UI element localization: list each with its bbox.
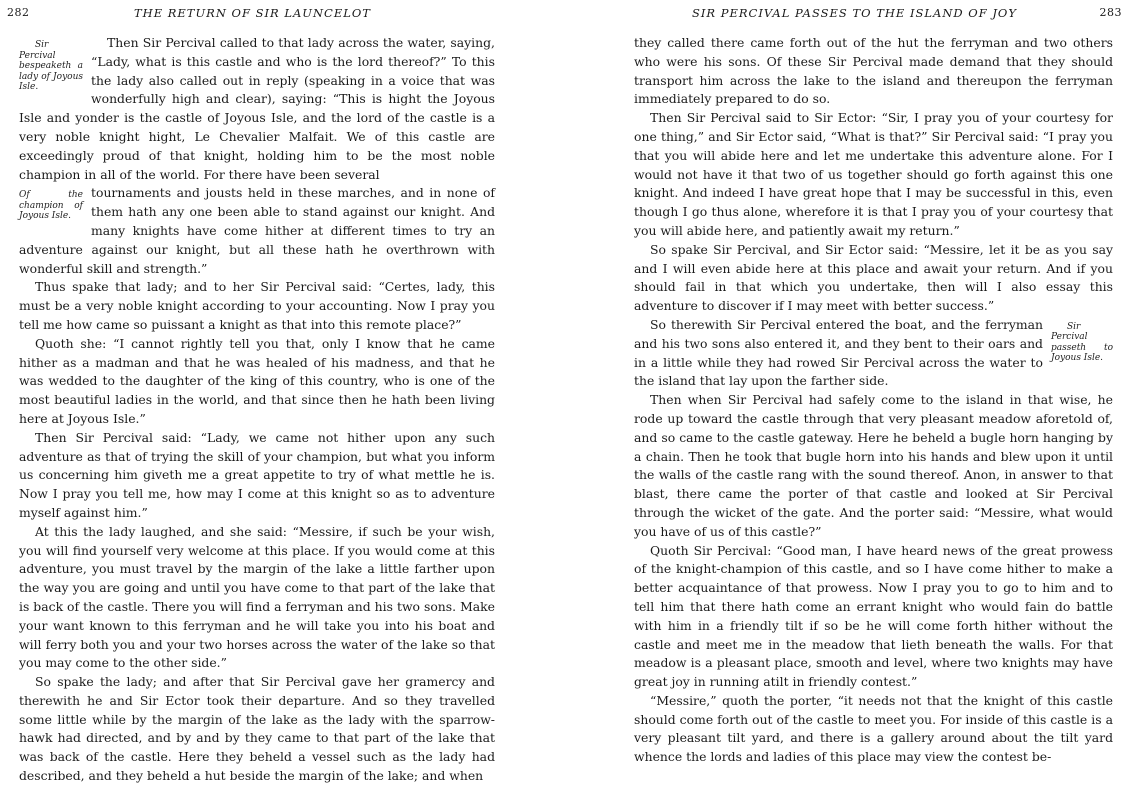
paragraph: Quoth she: “I cannot rightly tell you that, only I know that he came hither as a madman and that he was healed of his madness, and that he was wedded to the daughter of the king of this country, who is one of the most beautiful ladies in the world, and that since then he hath been living here at Joyous Isle.” xyxy=(19,335,495,426)
paragraph xyxy=(19,34,495,184)
left-page xyxy=(0,0,520,784)
paragraph: Then Sir Percival said: “Lady, we came not hither upon any such adventure as that of trying the skill of your champion, but what you inform us concerning him giveth me a great appetite to try of what mettle he is. Now I pray you tell me, how may I come at this knight so as to adventure myself against him.” xyxy=(19,429,495,520)
paragraph-text: Then Sir Percival called to that lady across the water, saying, “Lady, what is this castle and who is the lord thereof?” To this the lady also called out in reply (speaking in a voice that was wonderfully high and clear), saying: “This is hight the Joyous Isle and yonder is the castle of Joyous Isle, and the lord of the castle is a very noble knight hight, Le Chevalier Malfait. We of this castle are exceedingly proud of that knight, holding him to be the most noble champion in all of the world. For there have been several xyxy=(19,35,495,182)
paragraph: Then when Sir Percival had safely come to the island in that wise, he rode up toward the castle through that very pleasant meadow aforetold of, and so came to the castle gateway. Here he beheld a bugle horn hanging by a chain. Then he took that bugle horn into his hands and blew upon it until the walls of the castle rang with the sound thereof. Anon, in answer to that blast, there came the porter of that castle and looked at Sir Percival through the wicket of the gate. And the porter said: “Messire, what would you have of us of this castle?” xyxy=(634,392,1113,539)
paragraph xyxy=(634,316,1113,391)
marginal-gloss: Sir Percival passeth to Joyous Isle. xyxy=(1051,321,1113,364)
right-running-head: SIR PERCIVAL PASSES TO THE ISLAND OF JOY xyxy=(692,6,1017,20)
paragraph: “Messire,” quoth the porter, “it needs not that the knight of this castle should come forth out of the castle to meet you. For inside of this castle is a very pleasant tilt yard, and there is a gallery around about the tilt yard whence the lords and ladies of this place may view the contest be- xyxy=(634,692,1113,765)
paragraph xyxy=(19,184,495,278)
right-page-number: 283 xyxy=(1099,6,1122,19)
paragraph: they called there came forth out of the hut the ferryman and two others who were his sons. Of these Sir Percival made demand that they should transport him across the lake to the island and thereupon the ferryman immediately prepared to do so. xyxy=(634,35,1113,107)
left-page-header xyxy=(0,6,520,22)
paragraph: At this the lady laughed, and she said: “Messire, if such be your wish, you will find yourself very welcome at this place. If you would come at this adventure, you must travel by the margin of the lake a little farther upon the way you are going and until you have come to that part of the lake that is back of the castle. There you will find a ferryman and his two sons. Make your want known to this ferryman and he will take you into his boat and will ferry both you and your two horses across the water of the lake so that you may come to the other side.” xyxy=(19,523,495,671)
paragraph: Thus spake that lady; and to her Sir Percival said: “Certes, lady, this must be a very noble knight according to your accounting. Now I pray you tell me how came so puissant a knight as that into this remote place?” xyxy=(19,279,495,332)
marginal-gloss: Of the champion of Joyous Isle. xyxy=(19,190,83,222)
paragraph: Then Sir Percival said to Sir Ector: “Sir, I pray you of your courtesy for one thing,” and Sir Ector said, “What is that?” Sir Percival said: “I pray you that you will abide here and let me undertake this adventure alone. For I would not have it that two of us together should go forth against this one knight. And indeed I have great hope that I may be successful in this, even though I go thus alone, wherefore it is that I pray you of your courtesy that you will abide here, and patiently await my return.” xyxy=(634,110,1113,238)
paragraph: So spake the lady; and after that Sir Percival gave her gramercy and therewith he and Sir Ector took their departure. And so they travelled some little while by the margin of the lake as the lady with the sparrow-hawk had directed, and by and by they came to that part of the lake that was back of the castle. Here they beheld a vessel such as the lady had described, and they beheld a hut beside the margin of the lake; and when xyxy=(19,674,495,784)
right-page-text xyxy=(634,34,1113,767)
right-page-header xyxy=(612,6,1131,22)
marginal-gloss: Sir Percival bespeaketh a lady of Joyous Isle. xyxy=(19,40,83,92)
paragraph: So spake Sir Percival, and Sir Ector said: “Messire, let it be as you say and I will even abide here at this place and await your return. And if you should fail in that which you undertake, then will I also essay this adventure to discover if I may meet with better success.” xyxy=(634,241,1113,314)
left-running-head: THE RETURN OF SIR LAUNCELOT xyxy=(134,6,371,20)
left-page-number: 282 xyxy=(7,6,30,19)
paragraph: Quoth Sir Percival: “Good man, I have heard news of the great prowess of the knight-champion of this castle, and so I have come hither to make a better acquaintance of that prowess. Now I pray you to go to him and to tell him that there hath come an errant knight who would fain do battle with him in a friendly tilt if so be he will come forth hither without the castle and meet me in the meadow that lieth beneath the walls. For that meadow is a pleasant place, smooth and level, where two knights may have great joy in running atilt in friendly contest.” xyxy=(634,542,1113,690)
right-page xyxy=(612,0,1131,765)
paragraph-text: tournaments and jousts held in these marches, and in none of them hath any one been able to stand against our knight. And many knights have come hither at different times to try an adventure against our knight, but all these hath he overthrown with wonderful skill and strength.” xyxy=(19,185,495,276)
paragraph-text: So therewith Sir Percival entered the boat, and the ferryman and his two sons also entered it, and they bent to their oars and in a little while they had rowed Sir Percival across the water to the island that lay upon the farther side. xyxy=(634,316,1043,389)
left-page-text xyxy=(19,34,495,786)
